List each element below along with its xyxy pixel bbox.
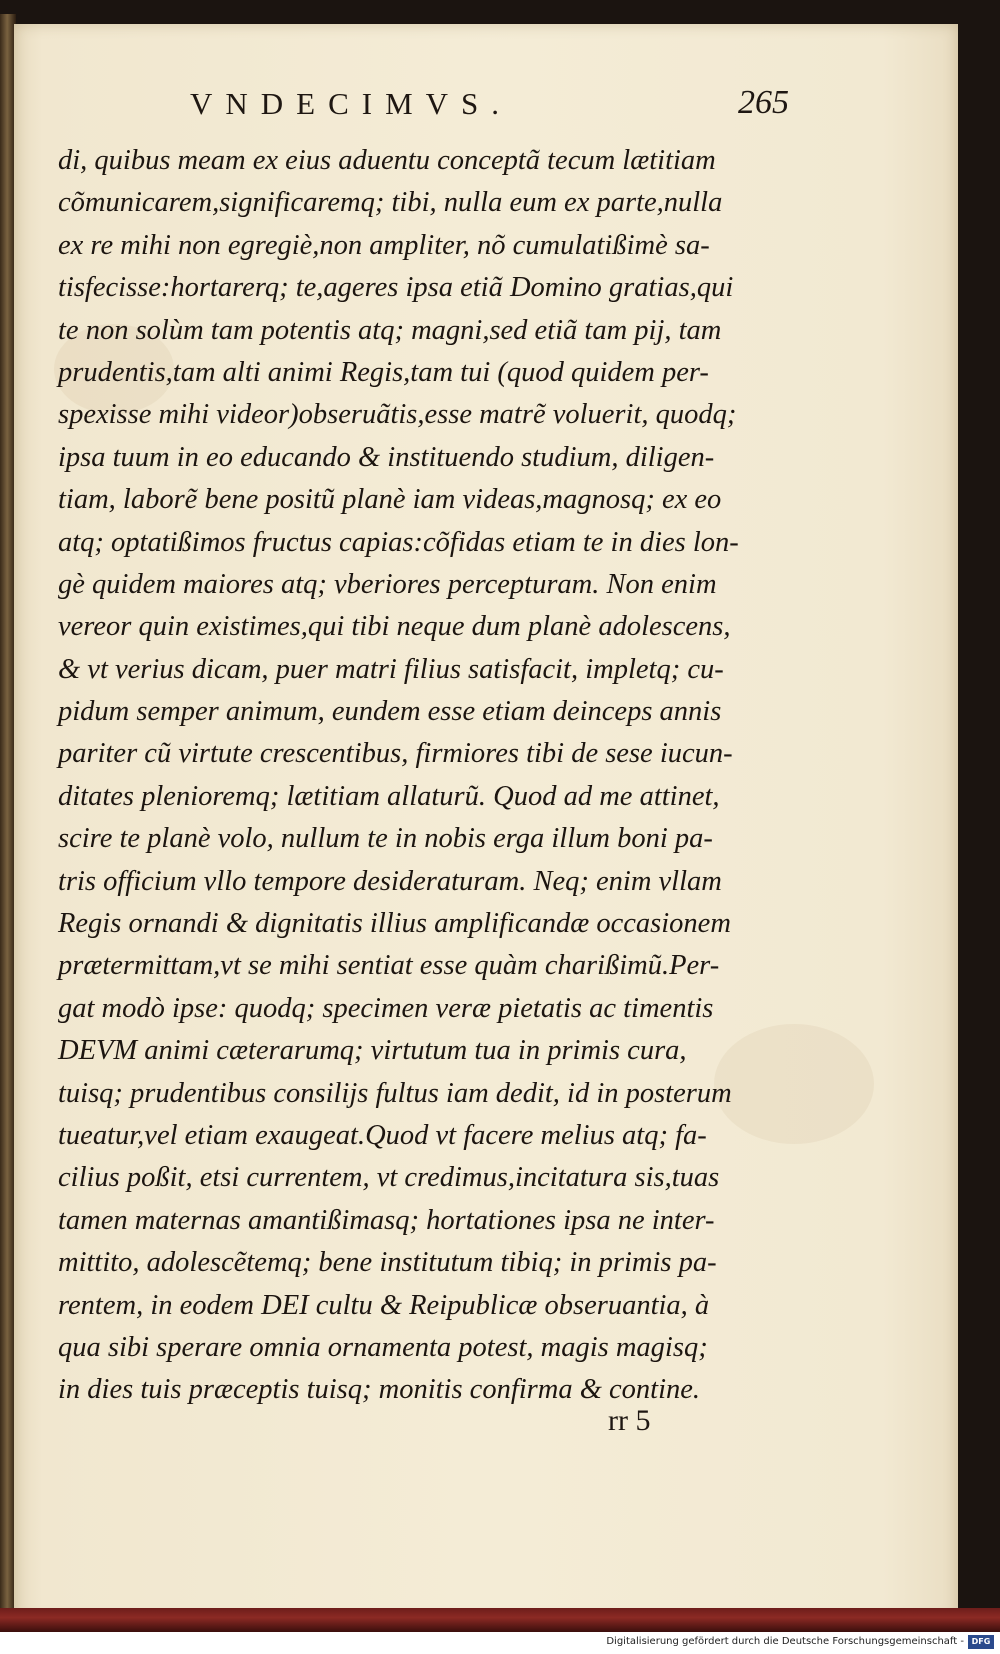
text-line: vereor quin existimes,qui tibi neque dum planè adolescens, bbox=[58, 611, 731, 643]
running-head: VNDECIMVS. bbox=[190, 86, 513, 121]
text-line: tueatur,vel etiam exaugeat.Quod vt facere melius atq; fa- bbox=[58, 1119, 707, 1151]
text-line: qua sibi sperare omnia ornamenta potest, magis magisq; bbox=[58, 1331, 708, 1363]
text-line: rentem, in eodem DEI cultu & Reipublicæ obseruantia, à bbox=[58, 1289, 710, 1321]
book-edge-band bbox=[0, 1608, 1000, 1632]
text-line: prudentis,tam alti animi Regis,tam tui (quod quidem per- bbox=[58, 356, 709, 388]
text-line: pariter cũ virtute crescentibus, firmiores tibi de sese iucun- bbox=[58, 738, 733, 770]
text-line: prætermittam,vt se mihi sentiat esse quàm charißimũ.Per- bbox=[58, 950, 720, 982]
text-line: tuisq; prudentibus consilijs fultus iam dedit, id in posterum bbox=[58, 1077, 732, 1109]
text-line: tamen maternas amantißimasq; hortationes ipsa ne inter- bbox=[58, 1204, 715, 1236]
text-line: spexisse mihi videor)obseruãtis,esse matrẽ voluerit, quodq; bbox=[58, 399, 737, 431]
signature-mark: rr 5 bbox=[608, 1404, 651, 1437]
text-line: tiam, laborẽ bene positũ planè iam videas,magnosq; ex eo bbox=[58, 484, 722, 516]
text-line: & vt verius dicam, puer matri filius satisfacit, impletq; cu- bbox=[58, 653, 724, 685]
funding-credit: Digitalisierung gefördert durch die Deutsche Forschungsgemeinschaft - bbox=[606, 1636, 964, 1647]
page-number: 265 bbox=[738, 84, 789, 121]
footer bbox=[0, 1632, 1000, 1654]
text-line: ipsa tuum in eo educando & instituendo studium, diligen- bbox=[58, 441, 715, 473]
text-line: cilius poßit, etsi currentem, vt credimus,incitatura sis,tuas bbox=[58, 1162, 720, 1194]
text-line: di, quibus meam ex eius aduentu conceptã tecum lætitiam bbox=[58, 145, 716, 176]
text-line: pidum semper animum, eundem esse etiam deinceps annis bbox=[58, 696, 722, 728]
text-line: mittito, adolescẽtemq; bene institutum tibiq; in primis pa- bbox=[58, 1247, 717, 1279]
dfg-logo-icon: DFG bbox=[968, 1635, 994, 1649]
text-line: scire te planè volo, nullum te in nobis erga illum boni pa- bbox=[58, 823, 713, 855]
text-line: ex re mihi non egregiè,non ampliter, nõ cumulatißimè sa- bbox=[58, 229, 710, 261]
body-text bbox=[58, 140, 818, 1412]
text-line: tisfecisse:hortarerq; te,ageres ipsa etiã Domino gratias,qui bbox=[58, 272, 734, 304]
text-line: DEVM animi cæterarumq; virtutum tua in primis cura, bbox=[58, 1035, 687, 1067]
text-line: in dies tuis præceptis tuisq; monitis confirma & contine. bbox=[58, 1374, 701, 1406]
text-line: te non solùm tam potentis atq; magni,sed etiã tam pij, tam bbox=[58, 314, 722, 346]
text-line: gè quidem maiores atq; vberiores percepturam. Non enim bbox=[58, 568, 717, 600]
text-line: tris officium vllo tempore desideraturam. Neq; enim vllam bbox=[58, 865, 722, 897]
text-line: atq; optatißimos fructus capias:cõfidas etiam te in dies lon- bbox=[58, 526, 739, 558]
text-line: ditates plenioremq; lætitiam allaturũ. Quod ad me attinet, bbox=[58, 780, 720, 812]
text-line: gat modò ipse: quodq; specimen veræ pietatis ac timentis bbox=[58, 992, 714, 1024]
text-line: Regis ornandi & dignitatis illius amplificandæ occasionem bbox=[58, 908, 731, 940]
text-line: cõmunicarem,significaremq; tibi, nulla eum ex parte,nulla bbox=[58, 187, 723, 219]
